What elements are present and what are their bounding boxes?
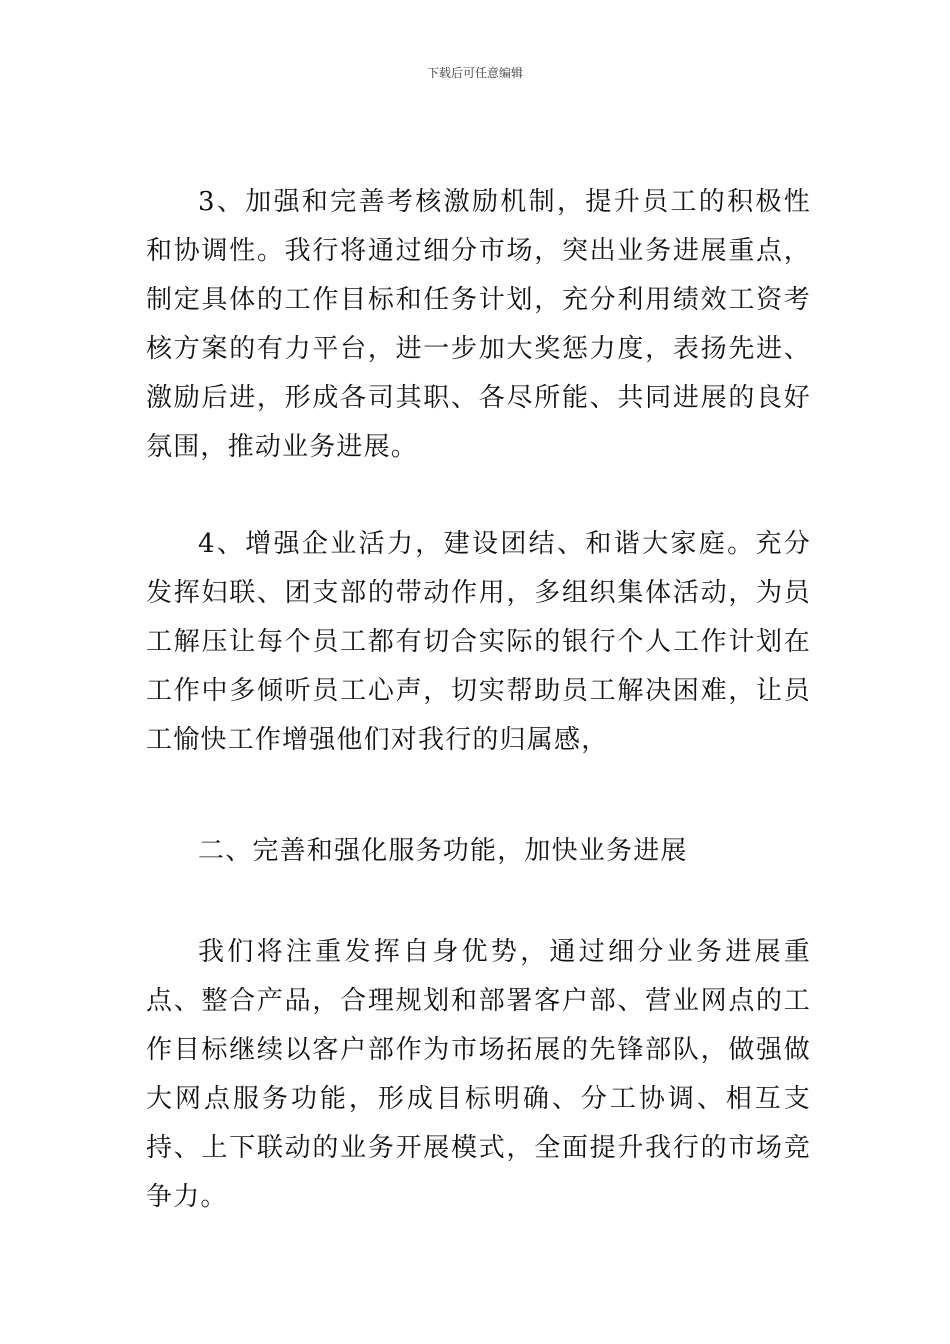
document-body [146, 178, 811, 1222]
page-header-note: 下载后可任意编辑 [426, 66, 523, 80]
paragraph-enterprise-vitality: 4、增强企业活力，建设团结、和谐大家庭。充分发挥妇联、团支部的带动作用，多组织集体活动，为员工解压让每个员工都有切合实际的银行个人工作计划在工作中多倾听员工心声，切实帮助员工解决困难，让员工愉快工作增强他们对我行的归属感， [146, 529, 811, 755]
paragraph-business-development: 我们将注重发挥自身优势，通过细分业务进展重点、整合产品，合理规划和部署客户部、营业网点的工作目标继续以客户部作为市场拓展的先锋部队，做强做大网点服务功能，形成目标明确、分工协调、相互支持、上下联动的业务开展模式，全面提升我行的市场竞争力。 [146, 937, 811, 1212]
section-heading-service-functions: 二、完善和强化服务功能，加快业务进展 [198, 836, 688, 866]
paragraph-incentive-mechanism: 3、加强和完善考核激励机制，提升员工的积极性和协调性。我行将通过细分市场，突出业务进展重点，制定具体的工作目标和任务计划，充分利用绩效工资考核方案的有力平台，进一步加大奖惩力度，表扬先进、激励后进，形成各司其职、各尽所能、共同进展的良好氛围，推动业务进展。 [146, 187, 811, 462]
